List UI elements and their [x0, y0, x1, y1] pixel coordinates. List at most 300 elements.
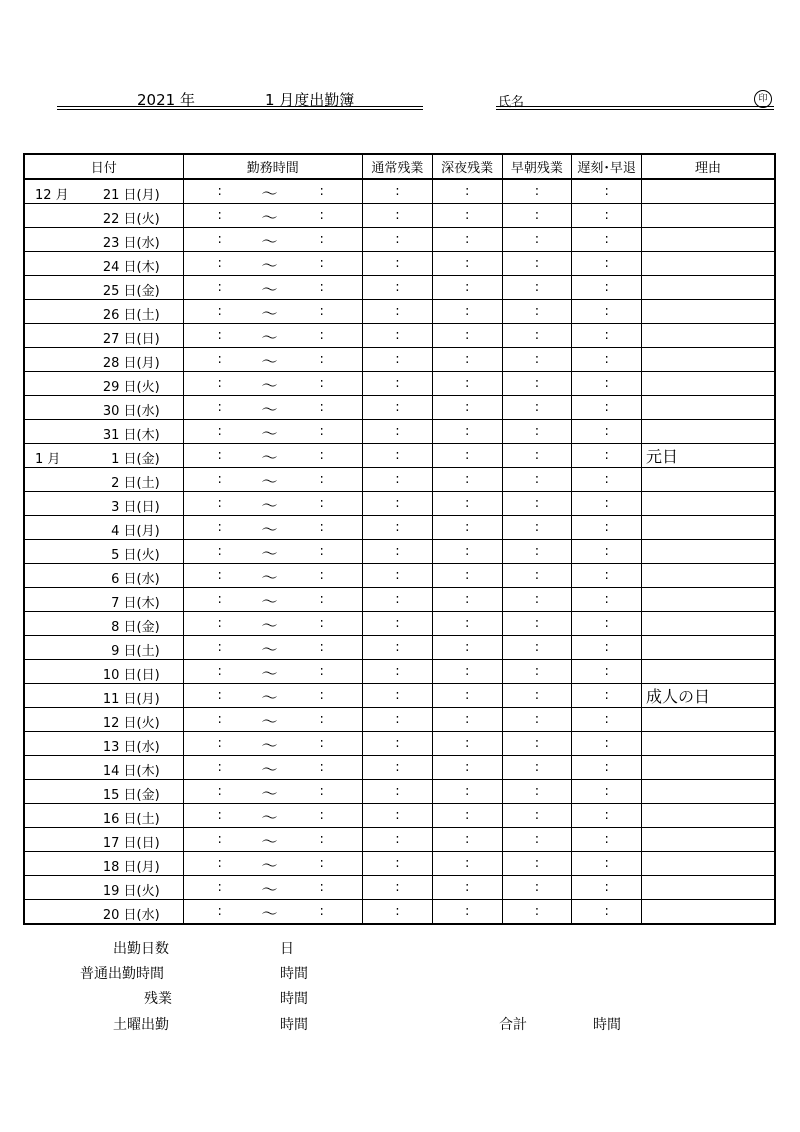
work-time-cell[interactable] [183, 660, 363, 684]
date-month: 12 月 [35, 188, 69, 203]
end-time-colon: : [319, 760, 324, 775]
start-time-colon: : [217, 568, 222, 583]
night-overtime-cell[interactable]: : [432, 252, 502, 276]
end-time-colon: : [319, 448, 324, 463]
start-time-colon: : [217, 328, 222, 343]
regular-overtime-cell[interactable]: : [363, 300, 433, 324]
work-time-cell[interactable] [183, 828, 363, 852]
late-early-leave-cell[interactable]: : [572, 636, 642, 660]
date-cell [24, 276, 183, 300]
late-early-leave-cell[interactable]: : [572, 732, 642, 756]
date-cell [24, 852, 183, 876]
work-time-cell[interactable] [183, 420, 363, 444]
date-day: 15 日 [102, 788, 137, 803]
late-early-leave-cell[interactable]: : [572, 660, 642, 684]
work-time-cell[interactable] [183, 516, 363, 540]
night-overtime-cell[interactable]: : [432, 732, 502, 756]
early-overtime-cell[interactable]: : [502, 468, 572, 492]
late-early-leave-cell[interactable]: : [572, 612, 642, 636]
work-time-cell[interactable] [183, 804, 363, 828]
late-early-leave-cell[interactable]: : [572, 372, 642, 396]
reason-cell[interactable] [642, 492, 775, 516]
start-time-colon: : [217, 664, 222, 679]
date-weekday: (土) [136, 308, 160, 323]
late-early-leave-cell[interactable]: : [572, 900, 642, 925]
date-weekday: (火) [136, 716, 160, 731]
title-underline-2 [57, 109, 423, 110]
work-time-cell[interactable] [183, 900, 363, 925]
regular-overtime-cell[interactable]: : [363, 492, 433, 516]
end-time-colon: : [319, 496, 324, 511]
early-overtime-cell[interactable]: : [502, 324, 572, 348]
date-day: 1 日 [111, 452, 137, 467]
reason-cell[interactable] [642, 564, 775, 588]
reason-cell[interactable] [642, 324, 775, 348]
table-row [24, 420, 775, 444]
date-cell [24, 804, 183, 828]
night-overtime-cell[interactable]: : [432, 204, 502, 228]
date-day: 17 日 [102, 836, 137, 851]
reason-cell[interactable] [642, 204, 775, 228]
date-day: 6 日 [111, 572, 137, 587]
early-overtime-cell[interactable]: : [502, 228, 572, 252]
reason-cell[interactable] [642, 276, 775, 300]
early-overtime-cell[interactable]: : [502, 348, 572, 372]
early-overtime-cell[interactable]: : [502, 492, 572, 516]
work-time-cell[interactable] [183, 732, 363, 756]
end-time-colon: : [319, 376, 324, 391]
early-overtime-cell[interactable]: : [502, 204, 572, 228]
early-overtime-cell[interactable]: : [502, 876, 572, 900]
regular-overtime-cell[interactable]: : [363, 564, 433, 588]
table-row [24, 876, 775, 900]
reason-cell[interactable] [642, 876, 775, 900]
range-tilde: 〜 [261, 256, 278, 275]
reason-cell[interactable] [642, 828, 775, 852]
early-overtime-cell[interactable]: : [502, 612, 572, 636]
late-early-leave-cell[interactable]: : [572, 420, 642, 444]
late-early-leave-cell[interactable]: : [572, 516, 642, 540]
date-day: 28 日 [102, 356, 137, 371]
date-weekday: (火) [136, 548, 160, 563]
regular-overtime-cell[interactable]: : [363, 372, 433, 396]
start-time-colon: : [217, 472, 222, 487]
regular-overtime-cell[interactable]: : [363, 876, 433, 900]
late-early-leave-cell[interactable]: : [572, 492, 642, 516]
regular-overtime-cell[interactable]: : [363, 756, 433, 780]
date-weekday: (土) [136, 812, 160, 827]
regular-overtime-cell[interactable]: : [363, 276, 433, 300]
end-time-colon: : [319, 328, 324, 343]
late-early-leave-cell[interactable]: : [572, 708, 642, 732]
reason-cell[interactable] [642, 228, 775, 252]
date-day: 12 日 [102, 716, 137, 731]
early-overtime-cell[interactable]: : [502, 588, 572, 612]
early-overtime-cell[interactable]: : [502, 636, 572, 660]
late-early-leave-cell[interactable]: : [572, 396, 642, 420]
late-early-leave-cell[interactable]: : [572, 348, 642, 372]
regular-overtime-cell[interactable]: : [363, 684, 433, 708]
reason-cell[interactable] [642, 900, 775, 925]
late-early-leave-cell[interactable]: : [572, 684, 642, 708]
early-overtime-cell[interactable]: : [502, 372, 572, 396]
early-overtime-cell[interactable]: : [502, 276, 572, 300]
regular-overtime-cell[interactable]: : [363, 468, 433, 492]
night-overtime-cell[interactable]: : [432, 588, 502, 612]
range-tilde: 〜 [261, 280, 278, 299]
table-body [24, 179, 775, 924]
regular-overtime-cell[interactable]: : [363, 900, 433, 925]
range-tilde: 〜 [261, 208, 278, 227]
range-tilde: 〜 [261, 712, 278, 731]
header-reason: 理由 [642, 154, 775, 179]
date-day: 26 日 [102, 308, 137, 323]
night-overtime-cell[interactable]: : [432, 828, 502, 852]
night-overtime-cell[interactable]: : [432, 708, 502, 732]
date-cell [24, 828, 183, 852]
late-early-leave-cell[interactable]: : [572, 828, 642, 852]
regular-overtime-cell[interactable]: : [363, 852, 433, 876]
early-overtime-cell[interactable]: : [502, 852, 572, 876]
regular-overtime-cell[interactable]: : [363, 780, 433, 804]
early-overtime-cell[interactable]: : [502, 300, 572, 324]
date-cell [24, 660, 183, 684]
night-overtime-cell[interactable]: : [432, 348, 502, 372]
seal-mark: 印 [754, 90, 772, 108]
night-overtime-cell[interactable]: : [432, 324, 502, 348]
early-overtime-cell[interactable]: : [502, 516, 572, 540]
date-weekday: (火) [136, 212, 160, 227]
end-time-colon: : [319, 544, 324, 559]
regular-overtime-cell[interactable]: : [363, 612, 433, 636]
date-cell [24, 324, 183, 348]
range-tilde: 〜 [261, 184, 278, 203]
night-overtime-cell[interactable]: : [432, 516, 502, 540]
table-row [24, 900, 775, 925]
work-days-unit: 日 [280, 941, 294, 957]
date-cell [24, 252, 183, 276]
late-early-leave-cell[interactable]: : [572, 228, 642, 252]
regular-overtime-cell[interactable]: : [363, 804, 433, 828]
regular-overtime-cell[interactable]: : [363, 420, 433, 444]
night-overtime-cell[interactable]: : [432, 684, 502, 708]
work-time-cell[interactable] [183, 564, 363, 588]
late-early-leave-cell[interactable]: : [572, 588, 642, 612]
date-day: 14 日 [102, 764, 137, 779]
early-overtime-cell[interactable]: : [502, 444, 572, 468]
early-overtime-cell[interactable]: : [502, 252, 572, 276]
start-time-colon: : [217, 616, 222, 631]
end-time-colon: : [319, 400, 324, 415]
regular-overtime-cell[interactable]: : [363, 348, 433, 372]
work-time-cell[interactable] [183, 540, 363, 564]
work-time-cell[interactable] [183, 348, 363, 372]
work-time-cell[interactable] [183, 588, 363, 612]
date-cell [24, 179, 183, 204]
table-row [24, 204, 775, 228]
work-time-cell[interactable] [183, 396, 363, 420]
early-overtime-cell[interactable]: : [502, 179, 572, 204]
work-time-cell[interactable] [183, 612, 363, 636]
reason-cell[interactable] [642, 756, 775, 780]
end-time-colon: : [319, 568, 324, 583]
work-time-cell[interactable] [183, 372, 363, 396]
start-time-colon: : [217, 448, 222, 463]
date-day: 19 日 [102, 884, 137, 899]
regular-overtime-cell[interactable]: : [363, 588, 433, 612]
date-weekday: (木) [136, 260, 160, 275]
night-overtime-cell[interactable]: : [432, 852, 502, 876]
start-time-colon: : [217, 784, 222, 799]
regular-overtime-cell[interactable]: : [363, 660, 433, 684]
range-tilde: 〜 [261, 616, 278, 635]
regular-hours-label: 普通出勤時間 [80, 966, 164, 982]
date-weekday: (金) [136, 620, 160, 635]
date-day: 7 日 [111, 596, 137, 611]
late-early-leave-cell[interactable]: : [572, 324, 642, 348]
date-weekday: (土) [136, 476, 160, 491]
early-overtime-cell[interactable]: : [502, 540, 572, 564]
late-early-leave-cell[interactable]: : [572, 276, 642, 300]
late-early-leave-cell[interactable]: : [572, 444, 642, 468]
night-overtime-cell[interactable]: : [432, 756, 502, 780]
reason-cell[interactable] [642, 612, 775, 636]
overtime-label: 残業 [144, 991, 172, 1007]
date-day: 9 日 [111, 644, 137, 659]
work-time-cell[interactable] [183, 204, 363, 228]
night-overtime-cell[interactable]: : [432, 444, 502, 468]
regular-overtime-cell[interactable]: : [363, 179, 433, 204]
regular-overtime-cell[interactable]: : [363, 204, 433, 228]
late-early-leave-cell[interactable]: : [572, 179, 642, 204]
table-row [24, 612, 775, 636]
regular-overtime-cell[interactable]: : [363, 516, 433, 540]
early-overtime-cell[interactable]: : [502, 420, 572, 444]
title-month: 1 月度出勤簿 [265, 91, 355, 109]
late-early-leave-cell[interactable]: : [572, 780, 642, 804]
reason-cell[interactable] [642, 420, 775, 444]
night-overtime-cell[interactable]: : [432, 372, 502, 396]
date-day: 31 日 [102, 428, 137, 443]
night-overtime-cell[interactable]: : [432, 468, 502, 492]
regular-overtime-cell[interactable]: : [363, 540, 433, 564]
work-time-cell[interactable] [183, 684, 363, 708]
start-time-colon: : [217, 280, 222, 295]
late-early-leave-cell[interactable]: : [572, 300, 642, 324]
regular-overtime-cell[interactable]: : [363, 444, 433, 468]
start-time-colon: : [217, 232, 222, 247]
reason-cell[interactable] [642, 516, 775, 540]
date-cell [24, 900, 183, 925]
work-days-label: 出勤日数 [113, 941, 169, 957]
regular-overtime-cell[interactable]: : [363, 636, 433, 660]
table-row [24, 804, 775, 828]
date-weekday: (火) [136, 884, 160, 899]
reason-cell[interactable] [642, 468, 775, 492]
reason-cell[interactable] [642, 372, 775, 396]
name-underline-2 [496, 109, 774, 110]
night-overtime-cell[interactable]: : [432, 780, 502, 804]
work-time-cell[interactable] [183, 780, 363, 804]
work-time-cell[interactable] [183, 276, 363, 300]
date-weekday: (金) [136, 452, 160, 467]
range-tilde: 〜 [261, 832, 278, 851]
start-time-colon: : [217, 496, 222, 511]
reason-cell[interactable] [642, 300, 775, 324]
start-time-colon: : [217, 736, 222, 751]
date-month: 1 月 [35, 452, 61, 467]
start-time-colon: : [217, 544, 222, 559]
overtime-unit: 時間 [280, 991, 308, 1007]
work-time-cell[interactable] [183, 636, 363, 660]
night-overtime-cell[interactable]: : [432, 179, 502, 204]
regular-overtime-cell[interactable]: : [363, 252, 433, 276]
early-overtime-cell[interactable]: : [502, 396, 572, 420]
work-time-cell[interactable] [183, 708, 363, 732]
range-tilde: 〜 [261, 856, 278, 875]
date-weekday: (日) [136, 332, 160, 347]
work-time-cell[interactable] [183, 444, 363, 468]
header-row [24, 154, 775, 179]
date-day: 2 日 [111, 476, 137, 491]
date-cell [24, 516, 183, 540]
date-weekday: (木) [136, 596, 160, 611]
late-early-leave-cell[interactable]: : [572, 804, 642, 828]
range-tilde: 〜 [261, 736, 278, 755]
reason-cell[interactable] [642, 852, 775, 876]
table-row [24, 228, 775, 252]
range-tilde: 〜 [261, 352, 278, 371]
late-early-leave-cell[interactable]: : [572, 876, 642, 900]
regular-overtime-cell[interactable]: : [363, 828, 433, 852]
start-time-colon: : [217, 376, 222, 391]
regular-overtime-cell[interactable]: : [363, 396, 433, 420]
early-overtime-cell[interactable]: : [502, 828, 572, 852]
night-overtime-cell[interactable]: : [432, 228, 502, 252]
range-tilde: 〜 [261, 904, 278, 923]
work-time-cell[interactable] [183, 252, 363, 276]
late-early-leave-cell[interactable]: : [572, 540, 642, 564]
night-overtime-cell[interactable]: : [432, 540, 502, 564]
reason-cell[interactable] [642, 804, 775, 828]
reason-cell[interactable] [642, 660, 775, 684]
regular-overtime-cell[interactable]: : [363, 708, 433, 732]
end-time-colon: : [319, 736, 324, 751]
date-day: 30 日 [102, 404, 137, 419]
late-early-leave-cell[interactable]: : [572, 852, 642, 876]
early-overtime-cell[interactable]: : [502, 756, 572, 780]
work-time-cell[interactable] [183, 876, 363, 900]
work-time-cell[interactable] [183, 300, 363, 324]
table-row [24, 396, 775, 420]
end-time-colon: : [319, 664, 324, 679]
regular-overtime-cell[interactable]: : [363, 228, 433, 252]
reason-cell[interactable] [642, 252, 775, 276]
date-weekday: (金) [136, 284, 160, 299]
reason-cell[interactable] [642, 396, 775, 420]
night-overtime-cell[interactable]: : [432, 900, 502, 925]
late-early-leave-cell[interactable]: : [572, 468, 642, 492]
reason-cell[interactable] [642, 179, 775, 204]
night-overtime-cell[interactable]: : [432, 804, 502, 828]
reason-cell[interactable] [642, 780, 775, 804]
early-overtime-cell[interactable]: : [502, 564, 572, 588]
early-overtime-cell[interactable]: : [502, 684, 572, 708]
date-weekday: (月) [136, 692, 160, 707]
night-overtime-cell[interactable]: : [432, 300, 502, 324]
reason-cell[interactable] [642, 348, 775, 372]
night-overtime-cell[interactable]: : [432, 612, 502, 636]
reason-cell[interactable] [642, 636, 775, 660]
early-overtime-cell[interactable]: : [502, 780, 572, 804]
night-overtime-cell[interactable]: : [432, 492, 502, 516]
late-early-leave-cell[interactable]: : [572, 564, 642, 588]
end-time-colon: : [319, 232, 324, 247]
range-tilde: 〜 [261, 376, 278, 395]
early-overtime-cell[interactable]: : [502, 660, 572, 684]
date-cell [24, 540, 183, 564]
night-overtime-cell[interactable]: : [432, 660, 502, 684]
work-time-cell[interactable] [183, 324, 363, 348]
date-cell [24, 684, 183, 708]
night-overtime-cell[interactable]: : [432, 420, 502, 444]
date-weekday: (月) [136, 860, 160, 875]
range-tilde: 〜 [261, 640, 278, 659]
work-time-cell[interactable] [183, 756, 363, 780]
early-overtime-cell[interactable]: : [502, 732, 572, 756]
reason-cell[interactable] [642, 732, 775, 756]
table-row [24, 684, 775, 708]
late-early-leave-cell[interactable]: : [572, 204, 642, 228]
range-tilde: 〜 [261, 592, 278, 611]
late-early-leave-cell[interactable]: : [572, 756, 642, 780]
work-time-cell[interactable] [183, 468, 363, 492]
range-tilde: 〜 [261, 664, 278, 683]
early-overtime-cell[interactable]: : [502, 804, 572, 828]
title-underline [57, 106, 423, 107]
work-time-cell[interactable] [183, 228, 363, 252]
reason-cell[interactable] [642, 708, 775, 732]
reason-cell[interactable] [642, 540, 775, 564]
night-overtime-cell[interactable]: : [432, 876, 502, 900]
night-overtime-cell[interactable]: : [432, 564, 502, 588]
early-overtime-cell[interactable]: : [502, 900, 572, 925]
table-row [24, 492, 775, 516]
end-time-colon: : [319, 256, 324, 271]
work-time-cell[interactable] [183, 852, 363, 876]
late-early-leave-cell[interactable]: : [572, 252, 642, 276]
reason-cell[interactable]: 元日 [642, 444, 775, 468]
night-overtime-cell[interactable]: : [432, 276, 502, 300]
night-overtime-cell[interactable]: : [432, 636, 502, 660]
saturday-unit: 時間 [280, 1017, 308, 1033]
range-tilde: 〜 [261, 232, 278, 251]
date-weekday: (日) [136, 500, 160, 515]
range-tilde: 〜 [261, 472, 278, 491]
early-overtime-cell[interactable]: : [502, 708, 572, 732]
regular-overtime-cell[interactable]: : [363, 732, 433, 756]
work-time-cell[interactable] [183, 492, 363, 516]
reason-cell[interactable]: 成人の日 [642, 684, 775, 708]
end-time-colon: : [319, 904, 324, 919]
night-overtime-cell[interactable]: : [432, 396, 502, 420]
date-cell [24, 444, 183, 468]
end-time-colon: : [319, 184, 324, 199]
reason-cell[interactable] [642, 588, 775, 612]
work-time-cell[interactable] [183, 179, 363, 204]
date-day: 8 日 [111, 620, 137, 635]
regular-overtime-cell[interactable]: : [363, 324, 433, 348]
